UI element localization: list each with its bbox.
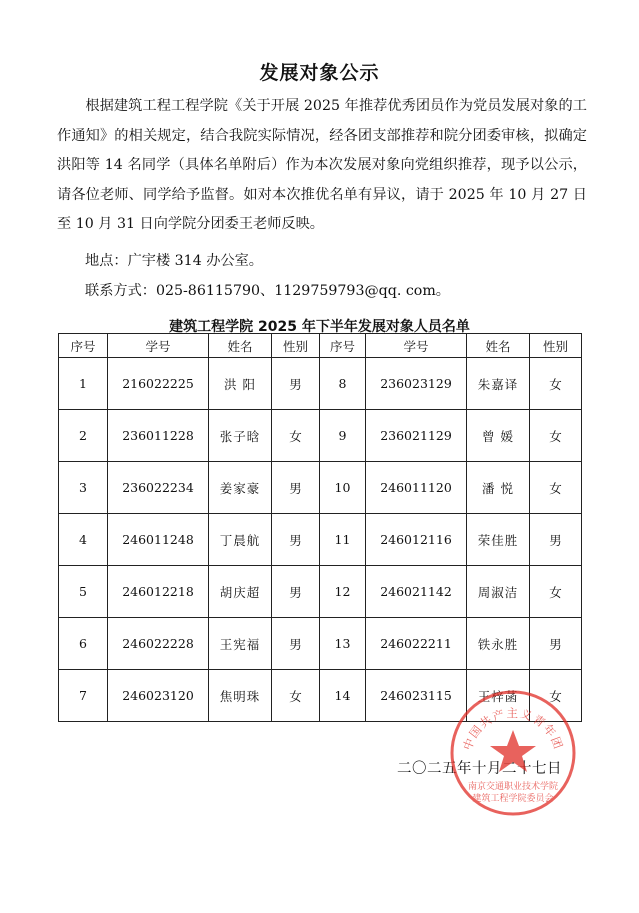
- cell-index: 3: [59, 462, 108, 514]
- cell-student-id: 246012116: [366, 514, 467, 566]
- table-row: [59, 618, 582, 670]
- cell-index: 11: [320, 514, 366, 566]
- cell-student-id: 246022211: [366, 618, 467, 670]
- cell-index: 10: [320, 462, 366, 514]
- table-row: [59, 462, 582, 514]
- cell-index: 1: [59, 358, 108, 410]
- cell-index: 12: [320, 566, 366, 618]
- cell-name: 焦明珠: [209, 670, 272, 722]
- cell-student-id: 246012218: [108, 566, 209, 618]
- cell-student-id: 236023129: [366, 358, 467, 410]
- cell-gender: 女: [530, 462, 582, 514]
- cell-index: 2: [59, 410, 108, 462]
- cell-gender: 男: [272, 358, 320, 410]
- announcement-paragraph: 根据建筑工程工程学院《关于开展 2025 年推荐优秀团员作为党员发展对象的工作通知》的相关规定，结合我院实际情况，经各团支部推荐和院分团委审核，拟确定洪阳等 14 名同学（具体名单附后）作为本次发展对象向党组织推荐，现予以公示，请各位老师、同学给予监督。如对本次推优名单有异议，请于 2025 年 10 月 27 日至 10 月 31 日向学院分团委王老师反映。: [57, 98, 587, 232]
- announcement-body: [57, 92, 587, 240]
- cell-student-id: 236011228: [108, 410, 209, 462]
- cell-index: 13: [320, 618, 366, 670]
- cell-name: 荣佳胜: [467, 514, 530, 566]
- cell-gender: 女: [530, 670, 582, 722]
- cell-index: 7: [59, 670, 108, 722]
- cell-student-id: 246023115: [366, 670, 467, 722]
- cell-index: 4: [59, 514, 108, 566]
- cell-gender: 女: [530, 410, 582, 462]
- cell-name: 姜家豪: [209, 462, 272, 514]
- cell-name: 胡庆超: [209, 566, 272, 618]
- cell-name: 张子晗: [209, 410, 272, 462]
- cell-name: 丁晨航: [209, 514, 272, 566]
- table-row: [59, 566, 582, 618]
- cell-student-id: 236022234: [108, 462, 209, 514]
- cell-gender: 女: [272, 670, 320, 722]
- table-row: [59, 358, 582, 410]
- cell-index: 6: [59, 618, 108, 670]
- header-index: 序号: [59, 334, 108, 358]
- cell-name: 曾 媛: [467, 410, 530, 462]
- seal-bottom-text-1: 南京交通职业技术学院: [467, 782, 559, 792]
- seal-top-text: 中国共产主义青年团: [460, 706, 566, 753]
- roster-table: [58, 333, 582, 722]
- cell-name: 王梓菡: [467, 670, 530, 722]
- table-row: [59, 514, 582, 566]
- header-gender: 性别: [530, 334, 582, 358]
- table-row: [59, 410, 582, 462]
- contact-line: 联系方式：025-86115790、1129759793@qq. com。: [85, 283, 450, 299]
- document-title: 发展对象公示: [259, 62, 380, 84]
- header-student-id: 学号: [108, 334, 209, 358]
- table-title: 建筑工程学院 2025 年下半年发展对象人员名单: [169, 319, 470, 335]
- cell-index: 8: [320, 358, 366, 410]
- cell-gender: 男: [272, 462, 320, 514]
- header-name: 姓名: [209, 334, 272, 358]
- cell-gender: 男: [530, 514, 582, 566]
- cell-student-id: 216022225: [108, 358, 209, 410]
- cell-name: 潘 悦: [467, 462, 530, 514]
- cell-name: 王宪福: [209, 618, 272, 670]
- header-student-id: 学号: [366, 334, 467, 358]
- location-line: 地点：广宇楼 314 办公室。: [85, 253, 263, 269]
- header-gender: 性别: [272, 334, 320, 358]
- cell-gender: 女: [272, 410, 320, 462]
- cell-index: 5: [59, 566, 108, 618]
- cell-student-id: 246023120: [108, 670, 209, 722]
- cell-name: 铁永胜: [467, 618, 530, 670]
- seal-star-icon: [490, 730, 536, 772]
- cell-student-id: 246011120: [366, 462, 467, 514]
- cell-gender: 男: [272, 618, 320, 670]
- header-name: 姓名: [467, 334, 530, 358]
- cell-student-id: 246022228: [108, 618, 209, 670]
- cell-student-id: 246021142: [366, 566, 467, 618]
- cell-student-id: 236021129: [366, 410, 467, 462]
- cell-index: 14: [320, 670, 366, 722]
- header-index: 序号: [320, 334, 366, 358]
- table-header-row: [59, 334, 582, 358]
- cell-gender: 男: [272, 566, 320, 618]
- cell-name: 朱嘉译: [467, 358, 530, 410]
- cell-gender: 男: [530, 618, 582, 670]
- cell-gender: 女: [530, 566, 582, 618]
- cell-name: 洪 阳: [209, 358, 272, 410]
- cell-index: 9: [320, 410, 366, 462]
- seal-bottom-text-2: 建筑工程学院委员会: [472, 794, 554, 804]
- cell-gender: 女: [530, 358, 582, 410]
- cell-gender: 男: [272, 514, 320, 566]
- signature-date: 二〇二五年十月二十七日: [397, 761, 562, 777]
- cell-name: 周淑洁: [467, 566, 530, 618]
- cell-student-id: 246011248: [108, 514, 209, 566]
- official-seal: [448, 688, 578, 818]
